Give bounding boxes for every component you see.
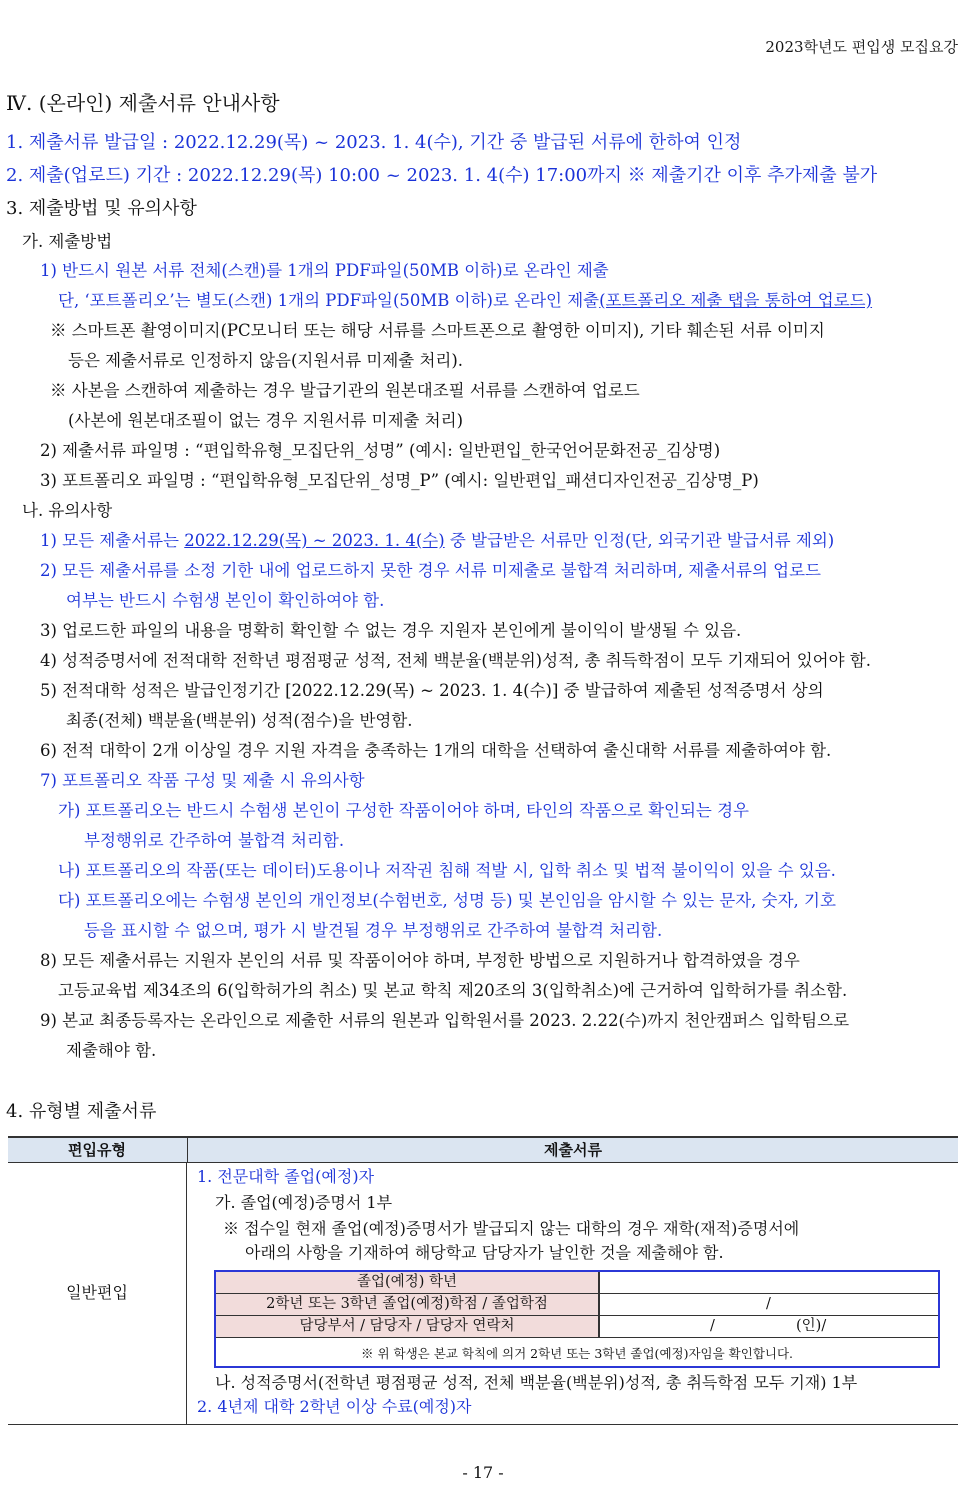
credits-value [600,1294,938,1315]
confirmation-row [216,1294,938,1316]
ga-item-2: 2) 제출서류 파일명 : “편입학유형_모집단위_성명” (예시: 일반편입_한국언어문화전공_김상명) [40,441,721,460]
note-copy-cont: (사본에 원본대조필이 없는 경우 지원서류 미제출 처리) [68,411,464,430]
na-item-8: 8) 모든 제출서류는 지원자 본인의 서류 및 작품이어야 하며, 부정한 방법으로 지원하거나 합격하였을 경우 [40,951,800,970]
item-1-note-cont: 아래의 사항을 기재하여 해당학교 담당자가 날인한 것을 제출해야 함. [245,1243,724,1262]
na-item-1-c: 중 발급받은 서류만 인정(단, 외국기관 발급서류 제외) [444,531,835,550]
na-item-7-na: 나) 포트폴리오의 작품(또는 데이터)도용이나 저작권 침해 적발 시, 입학 취소 및 법적 불이익이 있을 수 있음. [58,861,836,880]
ga-item-1: 1) 반드시 원본 서류 전체(스캔)를 1개의 PDF파일(50MB 이하)로 온라인 제출 [40,261,609,280]
na-item-5-cont: 최종(전체) 백분율(백분위) 성적(점수)을 반영함. [66,711,413,730]
na-item-7-da-cont: 등을 표시할 수 없으며, 평가 시 발견될 경우 부정행위로 간주하여 불합격 처리함. [84,921,663,940]
na-item-5: 5) 전적대학 성적은 발급인정기간 [2022.12.29(목) ~ 2023. 1. 4(수)] 중 발급하여 제출된 성적증명서 상의 [40,681,824,700]
na-item-4: 4) 성적증명서에 전적대학 전학년 평점평균 성적, 전체 백분율(백분위)성적, 총 취득학점이 모두 기재되어 있어야 함. [40,651,871,670]
na-item-7-da: 다) 포트폴리오에는 수험생 본인의 개인정보(수험번호, 성명 등) 및 본인임을 암시할 수 있는 문자, 숫자, 기호 [58,891,836,910]
col-header-documents: 제출서류 [187,1138,958,1162]
note-copy: ※ 사본을 스캔하여 제출하는 경우 발급기관의 원본대조필 서류를 스캔하여 업로드 [50,381,640,400]
confirmation-row [216,1272,938,1294]
seal-mark: (인)/ [796,1318,827,1334]
na-item-7-ga: 가) 포트폴리오는 반드시 수험생 본인이 구성한 작품이어야 하며, 타인의 작품으로 확인되는 경우 [58,801,749,820]
page-number: - 17 - [462,1463,504,1482]
credits-slash: / [766,1296,771,1312]
na-item-1 [40,530,834,552]
na-item-2-cont: 여부는 반드시 수험생 본인이 확인하여야 함. [66,591,385,610]
subheading-na: 나. 유의사항 [22,501,113,520]
table-header [8,1136,958,1163]
grade-value [600,1272,938,1293]
na-item-1-dates: 2022.12.29(목) ~ 2023. 1. 4(수) [184,531,445,550]
na-item-7-ga-cont: 부정행위로 간주하여 불합격 처리함. [84,831,345,850]
na-item-2: 2) 모든 제출서류를 소정 기한 내에 업로드하지 못한 경우 서류 미제출로 불합격 처리하며, 제출서류의 업로드 [40,561,821,580]
type-cell [8,1162,186,1424]
na-item-3: 3) 업로드한 파일의 내용을 명확히 확인할 수 없는 경우 지원자 본인에게 불이익이 발생될 수 있음. [40,621,742,640]
na-item-9: 9) 본교 최종등록자는 온라인으로 제출한 서류의 원본과 입학원서를 2023. 2.22(수)까지 천안캠퍼스 입학팀으로 [40,1011,850,1030]
type-label: 일반편입 [66,1283,128,1302]
na-item-9-cont: 제출해야 함. [66,1041,157,1060]
item-1-title: 1. 전문대학 졸업(예정)자 [197,1167,375,1186]
na-item-8-cont: 고등교육법 제34조의 6(입학허가의 취소) 및 본교 학칙 제20조의 3(입학취소)에 근거하여 입학허가를 취소함. [58,981,848,1000]
item-1-note: ※ 접수일 현재 졸업(예정)증명서가 발급되지 않는 대학의 경우 재학(재적)증명서에 [223,1219,800,1238]
portfolio-text: 단, ‘포트폴리오’는 별도(스캔) 1개의 PDF파일(50MB 이하)로 온라인 제출 [58,291,600,310]
col-header-type: 편입유형 [68,1141,126,1159]
note-smartphone-cont: 등은 제출서류로 인정하지 않음(지원서류 미제출 처리). [68,351,464,370]
item-1-na: 나. 성적증명서(전학년 평점평균 성적, 전체 백분율(백분위)성적, 총 취득학점 모두 기재) 1부 [215,1373,858,1392]
contact-slash: / [710,1318,715,1334]
item-2-title: 2. 4년제 대학 2학년 이상 수료(예정)자 [197,1397,472,1416]
contact-label: 담당부서 / 담당자 / 담당자 연락처 [216,1316,600,1337]
credits-label: 2학년 또는 3학년 졸업(예정)학점 / 졸업학점 [216,1294,600,1315]
method-heading: 3. 제출방법 및 유의사항 [6,198,197,219]
contact-value [600,1316,938,1337]
subheading-ga: 가. 제출방법 [22,232,113,251]
na-item-6: 6) 전적 대학이 2개 이상일 경우 지원 자격을 충족하는 1개의 대학을 선택하여 출신대학 서류를 제출하여야 함. [40,741,832,760]
confirmation-note: ※ 위 학생은 본교 학칙에 의거 2학년 또는 3학년 졸업(예정)자임을 확인합니다. [360,1346,794,1361]
ga-item-1-portfolio [58,290,872,312]
note-smartphone: ※ 스마트폰 촬영이미지(PC모니터 또는 해당 서류를 스마트폰으로 촬영한 이미지), 기타 훼손된 서류 이미지 [50,321,825,340]
portfolio-tab-note: (포트폴리오 제출 탭을 통하여 업로드) [599,291,873,310]
section-title: Ⅳ. (온라인) 제출서류 안내사항 [6,91,280,115]
document-header: 2023학년도 편입생 모집요강 [765,38,958,56]
confirmation-box [214,1270,940,1368]
confirmation-row [216,1316,938,1338]
na-item-7: 7) 포트폴리오 작품 구성 및 제출 시 유의사항 [40,771,365,790]
na-item-1-a: 1) 모든 제출서류는 [40,531,185,550]
grade-label: 졸업(예정) 학년 [216,1272,600,1293]
upload-period-line: 2. 제출(업로드) 기간 : 2022.12.29(목) 10:00 ~ 2023. 1. 4(수) 17:00까지 ※ 제출기간 이후 추가제출 불가 [6,165,878,186]
documents-by-type-heading: 4. 유형별 제출서류 [6,1101,157,1122]
item-1-ga: 가. 졸업(예정)증명서 1부 [215,1193,393,1212]
issue-date-line: 1. 제출서류 발급일 : 2022.12.29(목) ~ 2023. 1. 4(수), 기간 중 발급된 서류에 한하여 인정 [6,132,742,153]
ga-item-3: 3) 포트폴리오 파일명 : “편입학유형_모집단위_성명_P” (예시: 일반편입_패션디자인전공_김상명_P) [40,471,759,490]
